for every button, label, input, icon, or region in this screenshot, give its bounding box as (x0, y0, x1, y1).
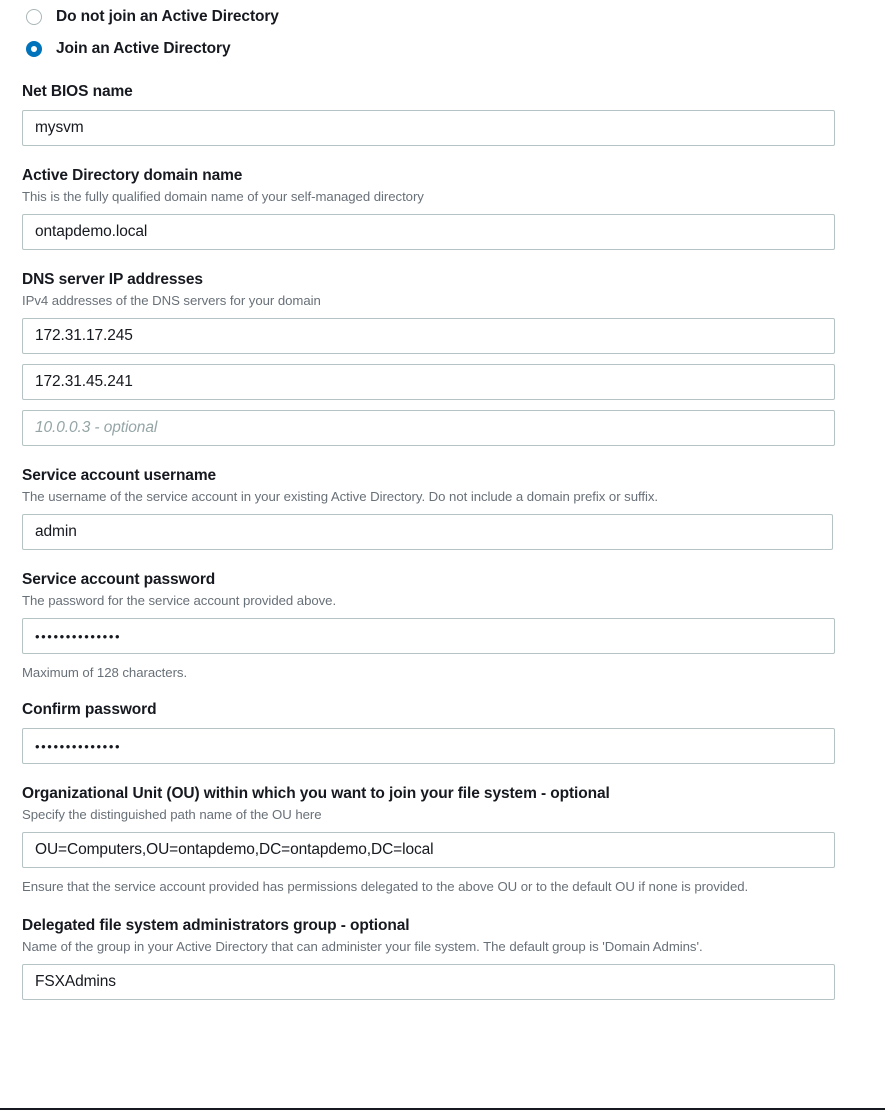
delegated-admins-group-description: Name of the group in your Active Directory that can administer your file system. The default group is 'Domain Admins'. (22, 939, 703, 954)
netbios-name-label: Net BIOS name (22, 83, 133, 100)
radio-option-do-not-join[interactable] (22, 4, 863, 30)
field-confirm-password (22, 700, 863, 764)
service-account-username-description: The username of the service account in your existing Active Directory. Do not include a domain prefix or suffix. (22, 489, 659, 504)
netbios-name-input[interactable] (22, 110, 835, 146)
field-service-account-password (22, 570, 863, 682)
service-account-password-hint: Maximum of 128 characters. (22, 665, 188, 680)
service-account-password-description: The password for the service account provided above. (22, 593, 337, 608)
service-account-username-input[interactable] (22, 514, 833, 550)
dns-server-value-2: 172.31.45.241 (35, 373, 133, 390)
confirm-password-value: •••••••••••••• (35, 738, 122, 754)
field-delegated-admins-group (22, 916, 863, 1000)
radio-circle-icon[interactable] (26, 9, 42, 25)
field-netbios-name (22, 82, 863, 146)
organizational-unit-label: Organizational Unit (OU) within which you want to join your file system - optional (22, 785, 610, 802)
delegated-admins-group-input[interactable] (22, 964, 835, 1000)
dns-server-value-1: 172.31.17.245 (35, 327, 133, 344)
dns-servers-label: DNS server IP addresses (22, 271, 203, 288)
radio-option-do-not-join-label: Do not join an Active Directory (56, 8, 279, 25)
organizational-unit-value: OU=Computers,OU=ontapdemo,DC=ontapdemo,DC=local (35, 841, 434, 858)
dns-servers-description: IPv4 addresses of the DNS servers for your domain (22, 293, 321, 308)
radio-circle-selected-icon[interactable] (26, 41, 42, 57)
field-dns-server-ip-addresses (22, 270, 863, 446)
ad-domain-name-value: ontapdemo.local (35, 223, 148, 240)
active-directory-join-radio-group (22, 0, 863, 62)
service-account-password-input[interactable] (22, 618, 835, 654)
delegated-admins-group-label: Delegated file system administrators group - optional (22, 917, 410, 934)
confirm-password-input[interactable] (22, 728, 835, 764)
service-account-password-value: •••••••••••••• (35, 628, 122, 644)
netbios-name-value: mysvm (35, 119, 84, 136)
field-organizational-unit (22, 784, 863, 896)
field-service-account-username (22, 466, 863, 550)
radio-option-join[interactable] (22, 36, 863, 62)
organizational-unit-hint: Ensure that the service account provided has permissions delegated to the above OU or to the default OU if none is provided. (22, 879, 749, 894)
service-account-password-label: Service account password (22, 571, 216, 588)
dns-server-input-1[interactable] (22, 318, 835, 354)
service-account-username-value: admin (35, 523, 77, 540)
dns-server-input-2[interactable] (22, 364, 835, 400)
organizational-unit-input[interactable] (22, 832, 835, 868)
delegated-admins-group-value: FSXAdmins (35, 973, 116, 990)
dns-server-placeholder-3: 10.0.0.3 - optional (35, 419, 158, 436)
service-account-username-label: Service account username (22, 467, 217, 484)
confirm-password-label: Confirm password (22, 701, 157, 718)
bottom-divider (0, 1108, 885, 1110)
dns-server-input-3[interactable] (22, 410, 835, 446)
ad-domain-name-label: Active Directory domain name (22, 167, 243, 184)
radio-option-join-label: Join an Active Directory (56, 40, 231, 57)
field-ad-domain-name (22, 166, 863, 250)
ad-domain-name-input[interactable] (22, 214, 835, 250)
ad-domain-name-description: This is the fully qualified domain name of your self-managed directory (22, 189, 424, 204)
organizational-unit-description: Specify the distinguished path name of the OU here (22, 807, 322, 822)
